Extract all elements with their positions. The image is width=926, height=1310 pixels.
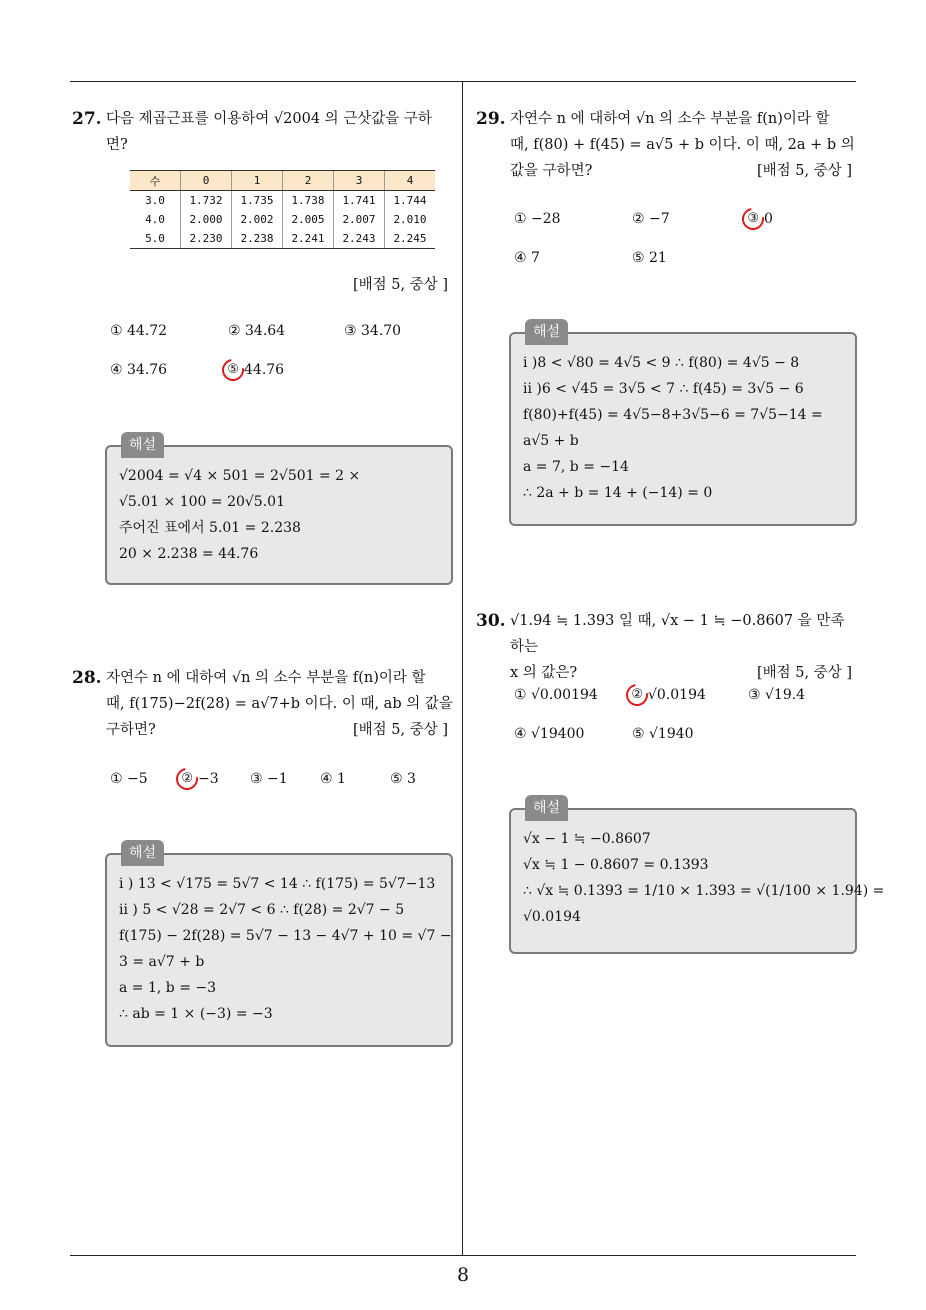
- choice-4[interactable]: ④ √19400: [514, 726, 585, 742]
- question-stem: 자연수 n 에 대하여 √n 의 소수 부분을 f(n)이라 할: [106, 670, 426, 686]
- solution-line: 주어진 표에서 5.01 = 2.238: [119, 520, 301, 536]
- table-header: 0: [181, 171, 232, 191]
- question-score: [배점 5, 중상 ]: [756, 665, 852, 681]
- table-row: [130, 229, 435, 249]
- table-cell: 2.241: [283, 229, 334, 249]
- solution-line: f(175) − 2f(28) = 5√7 − 13 − 4√7 + 10 = √7 −: [119, 928, 452, 944]
- solution-line: i ) 13 < √175 = 5√7 < 14 ∴ f(175) = 5√7−13: [119, 876, 436, 892]
- table-header: 3: [334, 171, 385, 191]
- question-27: [72, 106, 454, 158]
- table-cell: 2.005: [283, 210, 334, 229]
- choice-3[interactable]: ③ 34.70: [344, 323, 402, 339]
- question-number: 30.: [476, 611, 506, 631]
- table-header: 2: [283, 171, 334, 191]
- solution-line: 20 × 2.238 = 44.76: [119, 546, 259, 562]
- choice-4[interactable]: ④ 34.76: [110, 362, 168, 378]
- choice-5[interactable]: ⑤ 44.76: [222, 359, 284, 381]
- question-number: 28.: [72, 668, 102, 688]
- solution-line: √2004 = √4 × 501 = 2√501 = 2 ×: [119, 468, 361, 484]
- solution-line: √5.01 × 100 = 20√5.01: [119, 494, 285, 510]
- table-cell: 2.010: [385, 210, 436, 229]
- table-cell: 1.732: [181, 191, 232, 211]
- question-number: 27.: [72, 109, 102, 129]
- choice-1[interactable]: ① √0.00194: [514, 687, 598, 703]
- choice-3[interactable]: ③ 0: [742, 208, 773, 230]
- solution-line: a√5 + b: [523, 433, 579, 449]
- question-stem: 구하면? [배점 5, 중상 ]: [106, 717, 454, 743]
- table-cell: 2.002: [232, 210, 283, 229]
- table-cell: 2.245: [385, 229, 436, 249]
- solution-box: [105, 845, 453, 1047]
- question-stem: 때, f(80) + f(45) = a√5 + b 이다. 이 때, 2a + b 의: [510, 137, 855, 153]
- solution-line: 3 = a√7 + b: [119, 954, 205, 970]
- table-cell: 2.007: [334, 210, 385, 229]
- solution-line: ∴ ab = 1 × (−3) = −3: [119, 1006, 273, 1022]
- table-header-row: [130, 171, 435, 191]
- table-cell: 1.735: [232, 191, 283, 211]
- solution-line: √x − 1 ≒ −0.8607: [523, 831, 651, 847]
- solution-box: [509, 324, 857, 526]
- solution-line: ii )6 < √45 = 3√5 < 7 ∴ f(45) = 3√5 − 6: [523, 381, 804, 397]
- column-divider: [462, 82, 463, 1256]
- solution-line: √x ≒ 1 − 0.8607 = 0.1393: [523, 857, 709, 873]
- choice-4[interactable]: ④ 7: [514, 250, 540, 266]
- table-cell: 2.238: [232, 229, 283, 249]
- choice-5[interactable]: ⑤ 21: [632, 250, 667, 266]
- choice-5[interactable]: ⑤ 3: [390, 771, 416, 787]
- solution-line: f(80)+f(45) = 4√5−8+3√5−6 = 7√5−14 =: [523, 407, 823, 423]
- choice-1[interactable]: ① −5: [110, 771, 148, 787]
- question-30: [476, 608, 858, 686]
- solution-box: [509, 800, 885, 954]
- bottom-rule: [70, 1255, 856, 1256]
- solution-line: ∴ √x ≒ 0.1393 = 1/10 × 1.393 = √(1/100 × 1.94) =: [523, 883, 885, 899]
- table-cell: 4.0: [145, 213, 165, 226]
- solution-line: √0.0194: [523, 909, 581, 925]
- table-cell: 2.243: [334, 229, 385, 249]
- top-rule: [70, 81, 856, 82]
- table-cell: 1.741: [334, 191, 385, 211]
- table-row: [130, 210, 435, 229]
- solution-line: ∴ 2a + b = 14 + (−14) = 0: [523, 485, 713, 501]
- choice-2[interactable]: ② 34.64: [228, 323, 286, 339]
- choice-2[interactable]: ② √0.0194: [626, 684, 706, 706]
- solution-tab: 해설: [121, 432, 164, 458]
- question-stem: 때, f(175)−2f(28) = a√7+b 이다. 이 때, ab 의 값을: [106, 696, 453, 712]
- choice-1[interactable]: ① −28: [514, 211, 561, 227]
- table-cell: 2.230: [181, 229, 232, 249]
- question-stem: 면?: [106, 137, 128, 153]
- question-stem: 다음 제곱근표를 이용하여 √2004 의 근삿값을 구하: [106, 111, 432, 127]
- table-cell: 3.0: [145, 194, 165, 207]
- square-root-table: [130, 170, 435, 249]
- question-score: [배점 5, 중상 ]: [756, 163, 852, 179]
- question-stem: √1.94 ≒ 1.393 일 때, √x − 1 ≒ −0.8607 을 만족하는: [510, 613, 845, 655]
- choice-3[interactable]: ③ −1: [250, 771, 288, 787]
- solution-line: a = 1, b = −3: [119, 980, 217, 996]
- table-header: 수: [130, 171, 181, 191]
- solution-box: [105, 437, 453, 585]
- table-cell: 1.744: [385, 191, 436, 211]
- answer-circle-icon: ②: [172, 764, 203, 795]
- table-header: 4: [385, 171, 436, 191]
- table-cell: 1.738: [283, 191, 334, 211]
- table-header: 1: [232, 171, 283, 191]
- page-number: 8: [456, 1264, 470, 1286]
- choice-5[interactable]: ⑤ √1940: [632, 726, 694, 742]
- solution-line: i )8 < √80 = 4√5 < 9 ∴ f(80) = 4√5 − 8: [523, 355, 800, 371]
- choice-3[interactable]: ③ √19.4: [748, 687, 806, 703]
- table-row: [130, 191, 435, 211]
- question-score: [배점 5, 중상 ]: [352, 277, 448, 293]
- table-cell: 5.0: [130, 229, 181, 249]
- question-number: 29.: [476, 109, 506, 129]
- solution-tab: 해설: [525, 319, 568, 345]
- question-score: [배점 5, 중상 ]: [352, 722, 448, 738]
- solution-tab: 해설: [121, 840, 164, 866]
- choice-1[interactable]: ① 44.72: [110, 323, 168, 339]
- answer-circle-icon: ⑤: [218, 355, 249, 386]
- question-stem: 값을 구하면? [배점 5, 중상 ]: [510, 158, 858, 184]
- solution-tab: 해설: [525, 795, 568, 821]
- choice-4[interactable]: ④ 1: [320, 771, 346, 787]
- question-28: [72, 665, 454, 743]
- choice-2[interactable]: ② −7: [632, 211, 670, 227]
- answer-circle-icon: ②: [622, 680, 653, 711]
- solution-line: a = 7, b = −14: [523, 459, 629, 475]
- answer-circle-icon: ③: [738, 204, 769, 235]
- table-cell: 2.000: [181, 210, 232, 229]
- choice-2[interactable]: ② −3: [176, 768, 219, 790]
- question-stem: 자연수 n 에 대하여 √n 의 소수 부분을 f(n)이라 할: [510, 111, 830, 127]
- solution-line: ii ) 5 < √28 = 2√7 < 6 ∴ f(28) = 2√7 − 5: [119, 902, 405, 918]
- question-stem: x 의 값은? [배점 5, 중상 ]: [510, 660, 858, 686]
- question-29: [476, 106, 858, 184]
